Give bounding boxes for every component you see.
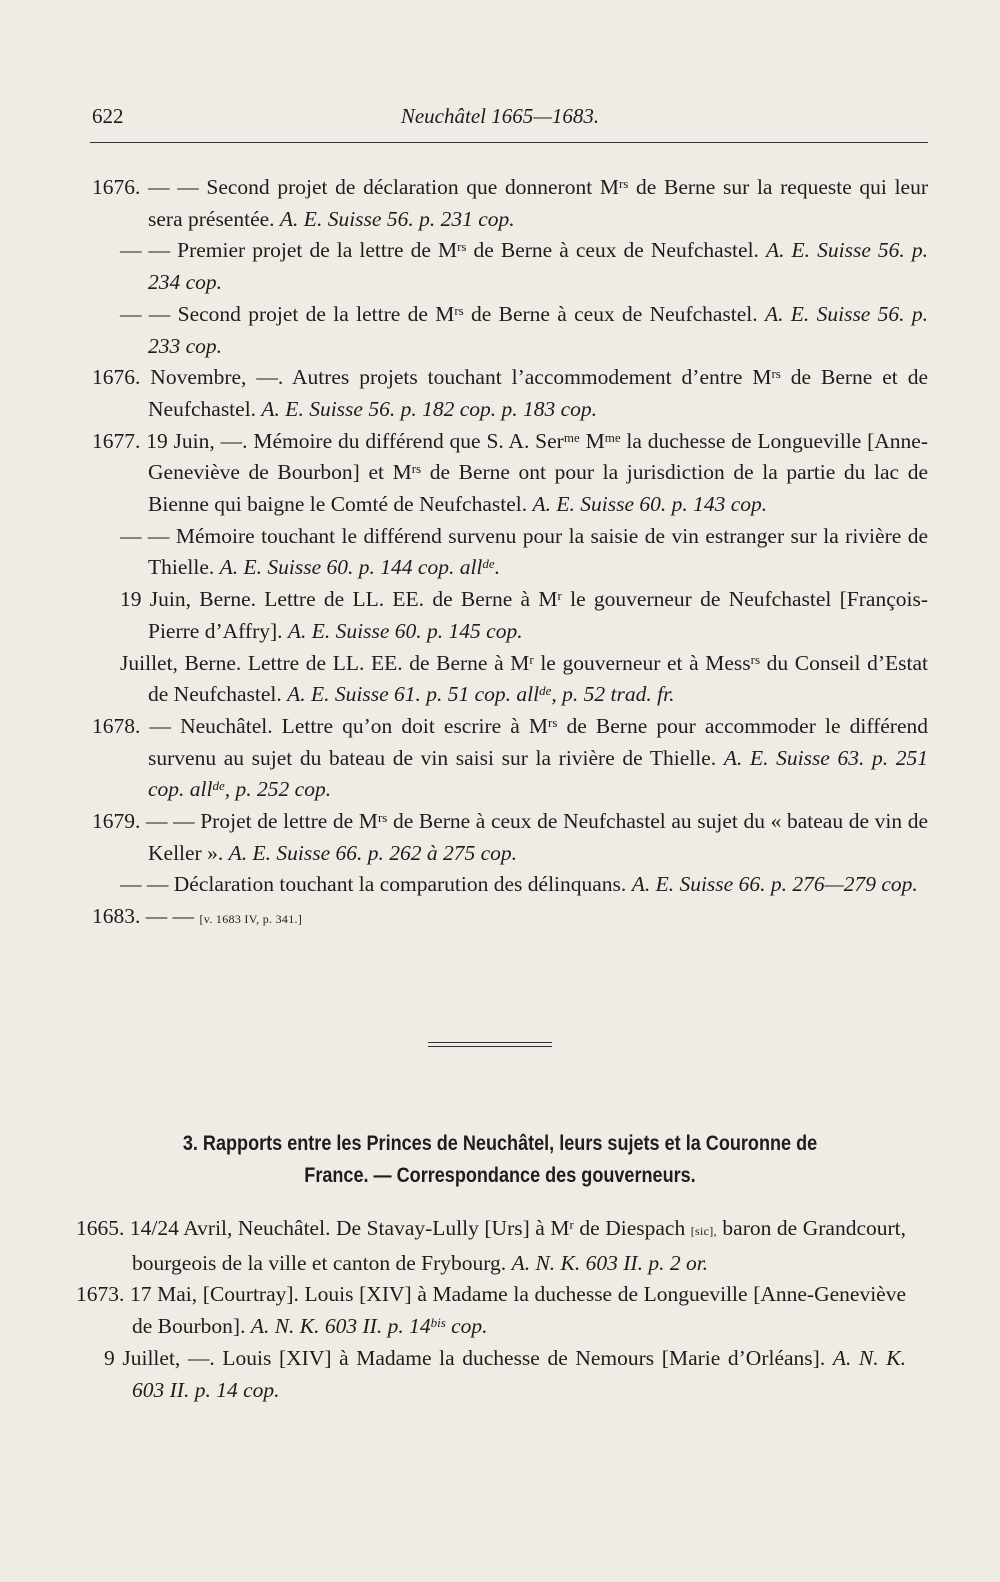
entry-juillet-berne: Juillet, Berne. Lettre de LL. EE. de Berne à $M^r$ le gouverneur et à Mess$^{rs}$ du Conseil d’Estat de Neufchastel. A. E. Suisse 61. p. 51 cop. all$^{de}$, p. 52 trad. fr.	[120, 650, 929, 707]
entry-declaration-comparution: — — Déclaration touchant la comparution des délinquans. A. E. Suisse 66. p. 276—279 cop.	[120, 872, 918, 897]
entry-memoire-saisie-vin: — — Mémoire touchant le différend survenu pour la saisie de vin estranger sur la rivière de Thielle. A. E. Suisse 60. p. 144 cop. all$^{de}$.	[120, 523, 928, 580]
running-title: Neuchâtel 1665—1683.	[400, 104, 600, 128]
entry-1677-19-juin-memoire: 1677. 19 Juin, —. Mémoire du différend que S. A. Ser$^{me}$ $M^{me}$ la duchesse de Longueville [Anne-Geneviève de Bourbon] et $M^{rs}$ de Berne ont pour la jurisdiction de la partie du lac de Bienne qui baigne le Comté de Neufchastel. A. E. Suisse 60. p. 143 cop.	[92, 428, 928, 517]
entry-1679-projet-lettre: 1679. — — Projet de lettre de $M^{rs}$ de Berne à ceux de Neufchastel au sujet du « bateau de vin de Keller ». A. E. Suisse 66. p. 262 à 275 cop.	[92, 809, 929, 865]
entries-list	[92, 172, 928, 936]
section-heading: 3. Rapports entre les Princes de Neuchâtel, leurs sujets et la Couronne de France. — Correspondance des gouverneurs.	[182, 1132, 818, 1187]
entry-premier-projet-lettre: — — Premier projet de la lettre de $M^{rs}$ de Berne à ceux de Neufchastel. A. E. Suisse 56. p. 234 cop.	[120, 238, 928, 295]
entry-1683: 1683. — — [v. 1683 IV, p. 341.]	[92, 904, 303, 929]
entry-1676-second-projet: 1676. — — Second projet de déclaration que donneront $M^{rs}$ de Berne sur la requeste qui leur sera présentée. A. E. Suisse 56. p. 231 cop.	[92, 175, 928, 231]
entry-1673-mai: 1673. 17 Mai, [Courtray]. Louis [XIV] à Madame la duchesse de Longueville [Anne-Geneviève de Bourbon]. A. N. K. 603 II. p. $14^{bis}$ cop.	[76, 1282, 906, 1339]
entry-1678-neuchatel: 1678. — Neuchâtel. Lettre qu’on doit escrire à $M^{rs}$ de Berne pour accommoder le différend survenu au sujet du bateau de vin saisi sur la rivière de Thielle. A. E. Suisse 63. p. 251 cop. all$^{de}$, p. 252 cop.	[92, 713, 928, 802]
header-rule	[90, 142, 928, 143]
page-number: 622	[92, 104, 124, 128]
entry-9-juillet: 9 Juillet, —. Louis [XIV] à Madame la duchesse de Nemours [Marie d’Orléans]. A. N. K. 603 II. p. 14 cop.	[104, 1345, 906, 1402]
entry-second-projet-lettre: — — Second projet de la lettre de $M^{rs}$ de Berne à ceux de Neufchastel. A. E. Suisse 56. p. 233 cop.	[120, 301, 928, 358]
entries-list-section-3	[76, 1213, 906, 1406]
entry-19-juin-berne: 19 Juin, Berne. Lettre de LL. EE. de Berne à $M^r$ le gouverneur de Neufchastel [François-Pierre d’Affry]. A. E. Suisse 60. p. 145 cop.	[120, 587, 928, 643]
entry-1665-avril: 1665. 14/24 Avril, Neuchâtel. De Stavay-Lully [Urs] à $M^r$ de Diespach [sic], baron de Grandcourt, bourgeois de la ville et canton de Frybourg. A. N. K. 603 II. p. 2 or.	[76, 1216, 907, 1275]
entry-1676-novembre: 1676. Novembre, —. Autres projets touchant l’accommodement d’entre $M^{rs}$ de Berne et de Neufchastel. A. E. Suisse 56. p. 182 cop. p. 183 cop.	[92, 365, 929, 421]
section-divider	[428, 1042, 552, 1050]
